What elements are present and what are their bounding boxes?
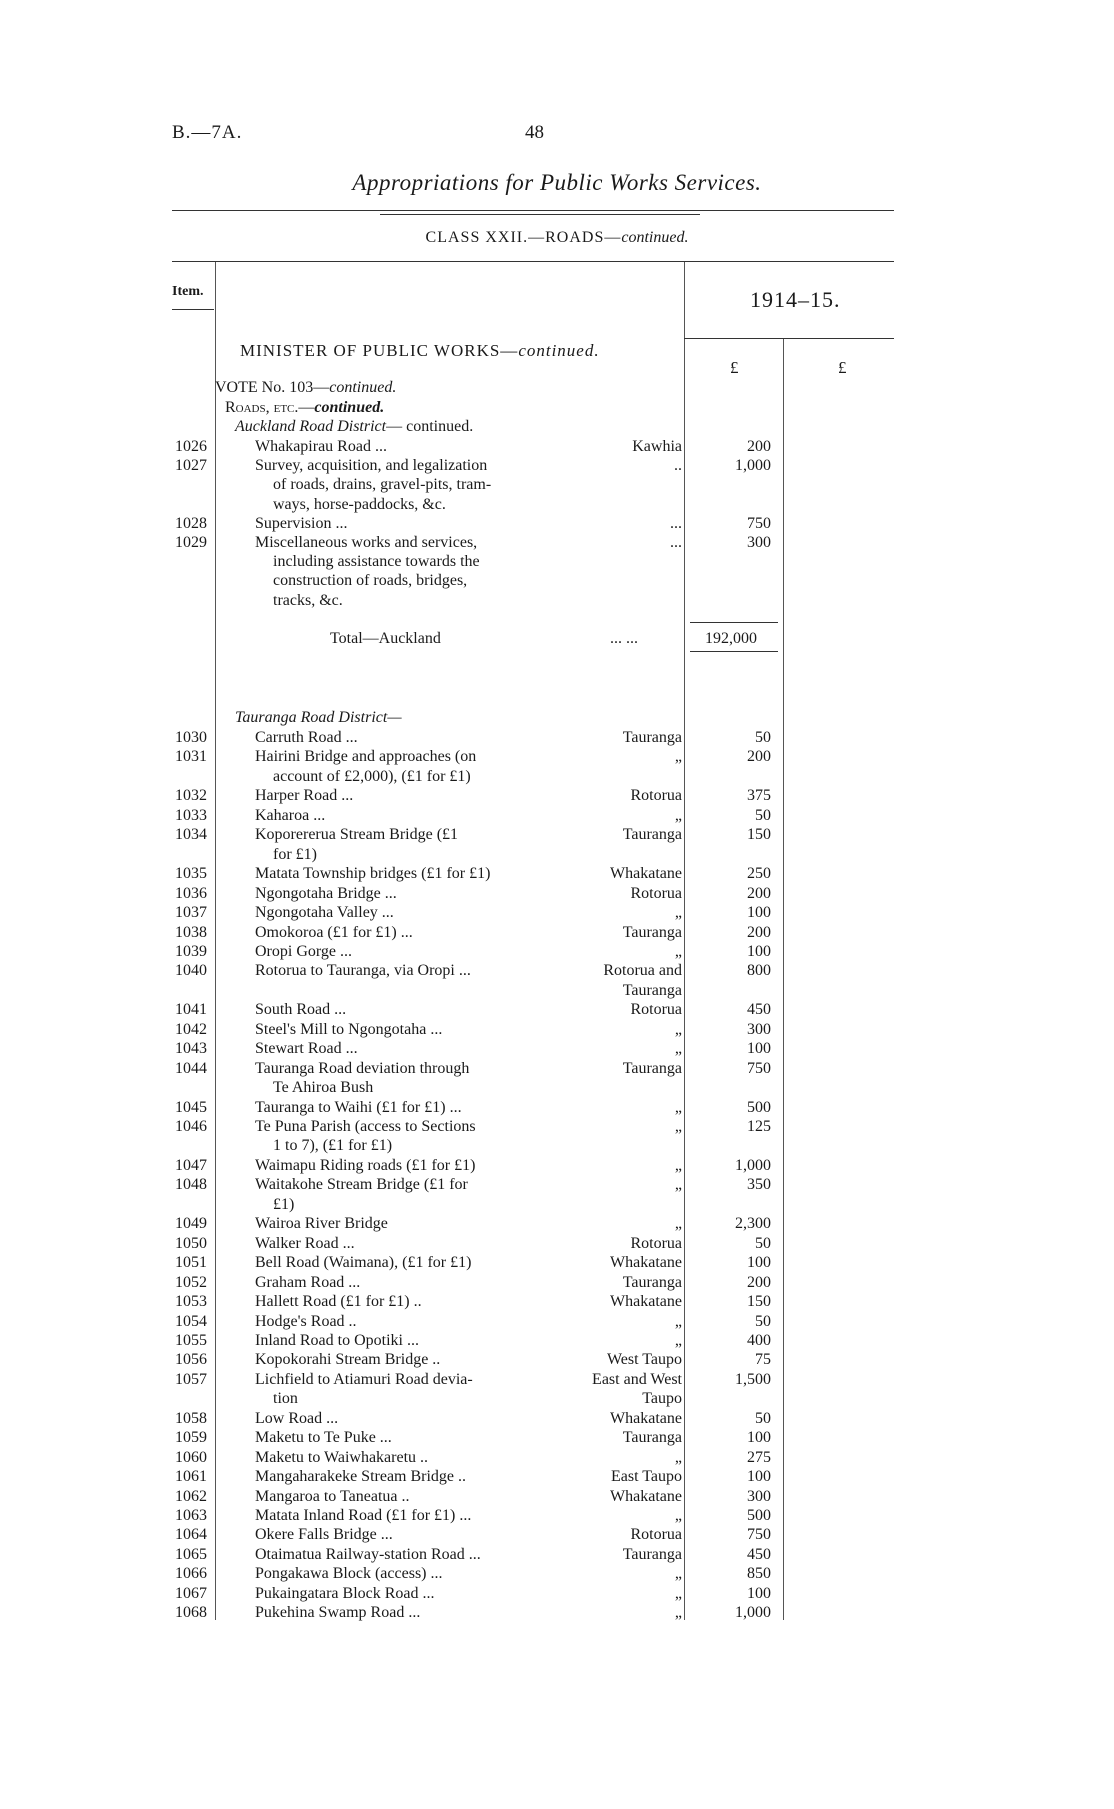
item-description: Okere Falls Bridge ... bbox=[255, 1526, 393, 1544]
item-amount: 275 bbox=[747, 1448, 771, 1466]
pound-header-2: £ bbox=[838, 358, 847, 377]
item-amount: 200 bbox=[747, 438, 771, 455]
table-row bbox=[0, 1351, 1114, 1370]
item-description: Hallett Road (£1 for £1) .. bbox=[255, 1293, 422, 1311]
item-number: 1068 bbox=[175, 1604, 207, 1622]
item-number: 1041 bbox=[175, 1001, 207, 1019]
item-number: 1061 bbox=[175, 1468, 207, 1486]
item-amount: 100 bbox=[747, 1429, 771, 1447]
item-description: tracks, &c. bbox=[273, 591, 343, 609]
item-place: „ bbox=[674, 1448, 682, 1466]
item-amount: 2,300 bbox=[735, 1215, 771, 1233]
item-number: 1045 bbox=[175, 1098, 207, 1116]
item-description: for £1) bbox=[273, 845, 317, 863]
table-row bbox=[0, 515, 1114, 534]
item-amount: 500 bbox=[747, 1098, 771, 1116]
item-number: 1042 bbox=[175, 1020, 207, 1038]
item-description: Kopokorahi Stream Bridge .. bbox=[255, 1351, 441, 1369]
item-number: 1035 bbox=[175, 865, 207, 883]
item-amount: 100 bbox=[747, 1468, 771, 1486]
table-row bbox=[0, 1099, 1114, 1118]
item-number: 1044 bbox=[175, 1059, 207, 1077]
item-place: Rotorua bbox=[630, 1001, 682, 1019]
table-row bbox=[0, 534, 1114, 609]
item-description: of roads, drains, gravel-pits, tram- bbox=[273, 476, 492, 494]
item-place: „ bbox=[674, 1020, 682, 1038]
item-place: Tauranga bbox=[622, 729, 682, 746]
item-description: Inland Road to Opotiki ... bbox=[255, 1331, 419, 1349]
item-column-header: Item. bbox=[172, 284, 204, 299]
item-place: Tauranga bbox=[622, 923, 682, 941]
table-row bbox=[0, 885, 1114, 904]
item-description: Waitakohe Stream Bridge (£1 for bbox=[255, 1176, 468, 1194]
table-row bbox=[0, 457, 1114, 513]
item-description: Ngongotaha Valley ... bbox=[255, 904, 394, 922]
item-description: Maketu to Waiwhakaretu .. bbox=[255, 1448, 429, 1466]
table-row bbox=[0, 787, 1114, 806]
item-place: Tauranga bbox=[622, 826, 682, 844]
item-number: 1053 bbox=[175, 1293, 207, 1311]
item-description: Walker Road ... bbox=[255, 1234, 355, 1252]
item-description: Stewart Road ... bbox=[255, 1040, 358, 1058]
item-place: Tauranga bbox=[622, 1059, 682, 1077]
item-number: 1050 bbox=[175, 1234, 207, 1252]
table-row bbox=[0, 1604, 1114, 1623]
item-number: 1060 bbox=[175, 1448, 207, 1466]
table-row bbox=[0, 748, 1114, 785]
item-number: 1043 bbox=[175, 1040, 207, 1058]
item-amount: 50 bbox=[755, 806, 771, 824]
item-amount: 350 bbox=[747, 1176, 771, 1194]
item-number: 1028 bbox=[175, 514, 207, 532]
item-number: 1029 bbox=[175, 534, 207, 551]
total-label: Total—Auckland bbox=[330, 630, 441, 647]
item-amount: 200 bbox=[747, 748, 771, 766]
year-rule bbox=[684, 338, 894, 339]
item-number: 1054 bbox=[175, 1312, 207, 1330]
item-amount: 500 bbox=[747, 1507, 771, 1524]
item-number: 1062 bbox=[175, 1487, 207, 1505]
item-place: Whakatane bbox=[610, 1293, 682, 1311]
table-row bbox=[0, 1313, 1114, 1332]
item-amount: 1,000 bbox=[735, 1156, 771, 1174]
item-place: East and West bbox=[592, 1370, 682, 1388]
year-header: 1914–15. bbox=[750, 287, 841, 312]
table-row bbox=[0, 1468, 1114, 1487]
item-place: Rotorua bbox=[630, 1526, 682, 1544]
table-row bbox=[0, 1118, 1114, 1155]
item-description: Bell Road (Waimana), (£1 for £1) bbox=[255, 1254, 472, 1272]
item-number: 1059 bbox=[175, 1429, 207, 1447]
item-amount: 300 bbox=[747, 1020, 771, 1038]
item-amount: 1,000 bbox=[735, 457, 771, 475]
item-number: 1046 bbox=[175, 1118, 207, 1135]
item-description: Oropi Gorge ... bbox=[255, 942, 353, 960]
table-row bbox=[0, 1157, 1114, 1176]
item-place: Rotorua and bbox=[603, 962, 682, 980]
title-rule-short bbox=[380, 214, 700, 215]
item-amount: 50 bbox=[755, 1409, 771, 1427]
item-description: Omokoroa (£1 for £1) ... bbox=[255, 923, 413, 941]
item-place: Whakatane bbox=[610, 1254, 682, 1272]
table-row bbox=[0, 1410, 1114, 1429]
item-number: 1031 bbox=[175, 748, 207, 766]
item-description: Survey, acquisition, and legalization bbox=[255, 457, 488, 475]
item-amount: 450 bbox=[747, 1001, 771, 1019]
item-amount: 300 bbox=[747, 1487, 771, 1505]
item-description: Kaharoa ... bbox=[255, 806, 326, 824]
item-number: 1033 bbox=[175, 806, 207, 824]
item-place: „ bbox=[674, 1312, 682, 1330]
document-reference: B.—7A. bbox=[172, 122, 243, 143]
item-description: Miscellaneous works and services, bbox=[255, 534, 478, 551]
item-number: 1065 bbox=[175, 1545, 207, 1563]
table-row bbox=[0, 1293, 1114, 1312]
item-place: ... bbox=[670, 534, 682, 551]
table-row bbox=[0, 826, 1114, 863]
table-row bbox=[0, 1488, 1114, 1507]
tauranga-district-heading: Tauranga Road District— bbox=[235, 709, 402, 726]
item-amount: 1,000 bbox=[735, 1604, 771, 1622]
item-place: Rotorua bbox=[630, 787, 682, 805]
item-place: West Taupo bbox=[606, 1351, 682, 1369]
table-row bbox=[0, 1546, 1114, 1565]
item-place: „ bbox=[674, 1118, 682, 1135]
item-description: account of £2,000), (£1 for £1) bbox=[273, 767, 471, 785]
item-description: Steel's Mill to Ngongotaha ... bbox=[255, 1020, 443, 1038]
item-place-continued: Tauranga bbox=[622, 981, 682, 999]
item-place-continued: Taupo bbox=[642, 1390, 682, 1408]
item-amount: 200 bbox=[747, 884, 771, 902]
item-amount: 50 bbox=[755, 729, 771, 746]
item-amount: 200 bbox=[747, 923, 771, 941]
item-amount: 100 bbox=[747, 904, 771, 922]
item-place: „ bbox=[674, 1215, 682, 1233]
item-number: 1057 bbox=[175, 1370, 207, 1388]
item-description: Waimapu Riding roads (£1 for £1) bbox=[255, 1156, 476, 1174]
table-row bbox=[0, 1040, 1114, 1059]
item-number: 1027 bbox=[175, 457, 207, 475]
total-rule-bottom bbox=[690, 651, 778, 652]
item-description: Pukehina Swamp Road ... bbox=[255, 1604, 421, 1622]
total-leader-dots: ... ... bbox=[610, 630, 638, 647]
item-number: 1055 bbox=[175, 1331, 207, 1349]
item-number: 1040 bbox=[175, 962, 207, 980]
item-description: Mangaroa to Taneatua .. bbox=[255, 1487, 410, 1505]
table-row bbox=[0, 438, 1114, 457]
item-number: 1063 bbox=[175, 1507, 207, 1524]
item-description: Graham Road ... bbox=[255, 1273, 361, 1291]
item-description: including assistance towards the bbox=[273, 553, 480, 571]
item-amount: 1,500 bbox=[735, 1370, 771, 1388]
item-amount: 150 bbox=[747, 1293, 771, 1311]
item-description: Te Ahiroa Bush bbox=[273, 1079, 374, 1097]
table-row bbox=[0, 1429, 1114, 1448]
item-place: Whakatane bbox=[610, 865, 682, 883]
item-number: 1039 bbox=[175, 942, 207, 960]
item-amount: 100 bbox=[747, 1584, 771, 1602]
table-row bbox=[0, 865, 1114, 884]
item-description: construction of roads, bridges, bbox=[273, 572, 468, 590]
item-amount: 450 bbox=[747, 1545, 771, 1563]
table-row bbox=[0, 1001, 1114, 1020]
item-place: Tauranga bbox=[622, 1429, 682, 1447]
page-number: 48 bbox=[525, 122, 544, 143]
item-description: Supervision ... bbox=[255, 514, 348, 532]
item-place: Tauranga bbox=[622, 1545, 682, 1563]
table-row bbox=[0, 807, 1114, 826]
item-place: ... bbox=[670, 514, 682, 532]
item-description: Koporererua Stream Bridge (£1 bbox=[255, 826, 459, 844]
table-row bbox=[0, 1059, 1114, 1097]
item-place: Rotorua bbox=[630, 884, 682, 902]
item-description: Ngongotaha Bridge ... bbox=[255, 884, 397, 902]
item-amount: 750 bbox=[747, 1526, 771, 1544]
item-amount: 100 bbox=[747, 1040, 771, 1058]
item-number: 1056 bbox=[175, 1351, 207, 1369]
item-description: 1 to 7), (£1 for £1) bbox=[273, 1137, 393, 1155]
total-amount: 192,000 bbox=[705, 630, 757, 647]
item-number: 1038 bbox=[175, 923, 207, 941]
title-rule bbox=[172, 210, 894, 211]
item-description: tion bbox=[273, 1390, 298, 1408]
table-row bbox=[0, 1274, 1114, 1293]
table-row bbox=[0, 1021, 1114, 1040]
item-place: „ bbox=[674, 1040, 682, 1058]
item-place: „ bbox=[674, 1098, 682, 1116]
item-place: „ bbox=[674, 806, 682, 824]
item-number: 1049 bbox=[175, 1215, 207, 1233]
item-amount: 375 bbox=[747, 787, 771, 805]
item-number: 1036 bbox=[175, 884, 207, 902]
item-place: „ bbox=[674, 1584, 682, 1602]
item-amount: 400 bbox=[747, 1331, 771, 1349]
item-amount: 800 bbox=[747, 962, 771, 980]
item-number: 1026 bbox=[175, 438, 207, 455]
table-row bbox=[0, 1332, 1114, 1351]
item-number: 1064 bbox=[175, 1526, 207, 1544]
item-description: Tauranga Road deviation through bbox=[255, 1059, 470, 1077]
item-amount: 50 bbox=[755, 1312, 771, 1330]
minister-heading: MINISTER OF PUBLIC WORKS—continued. bbox=[240, 341, 600, 360]
table-row bbox=[0, 1176, 1114, 1213]
item-place: „ bbox=[674, 1604, 682, 1622]
table-row bbox=[0, 1565, 1114, 1584]
table-top-rule bbox=[172, 261, 894, 262]
roads-heading: Roads, etc.—continued. bbox=[225, 399, 385, 416]
item-place: „ bbox=[674, 1176, 682, 1194]
item-amount: 50 bbox=[755, 1234, 771, 1252]
item-amount: 300 bbox=[747, 534, 771, 551]
item-place: „ bbox=[674, 1565, 682, 1583]
item-number: 1048 bbox=[175, 1176, 207, 1194]
auckland-district-heading: Auckland Road District— continued. bbox=[235, 418, 474, 435]
item-place: „ bbox=[674, 1331, 682, 1349]
table-row bbox=[0, 1254, 1114, 1273]
item-number: 1052 bbox=[175, 1273, 207, 1291]
item-number: 1030 bbox=[175, 729, 207, 746]
total-rule bbox=[690, 622, 778, 623]
item-amount: 100 bbox=[747, 1254, 771, 1272]
item-amount: 150 bbox=[747, 826, 771, 844]
item-place: East Taupo bbox=[610, 1468, 682, 1486]
item-place: Kawhia bbox=[632, 438, 682, 455]
item-place: Whakatane bbox=[610, 1487, 682, 1505]
table-row bbox=[0, 1507, 1114, 1526]
item-amount: 200 bbox=[747, 1273, 771, 1291]
item-description: Matata Township bridges (£1 for £1) bbox=[255, 865, 491, 883]
table-row bbox=[0, 1370, 1114, 1408]
item-number: 1067 bbox=[175, 1584, 207, 1602]
item-description: Low Road ... bbox=[255, 1409, 339, 1427]
pound-header-1: £ bbox=[730, 358, 739, 377]
item-amount: 100 bbox=[747, 942, 771, 960]
item-description: Te Puna Parish (access to Sections bbox=[255, 1118, 476, 1135]
item-header-rule bbox=[172, 309, 214, 310]
item-place: .. bbox=[674, 457, 682, 475]
item-description: Pongakawa Block (access) ... bbox=[255, 1565, 443, 1583]
item-place: „ bbox=[674, 942, 682, 960]
item-description: Otaimatua Railway-station Road ... bbox=[255, 1545, 481, 1563]
vote-heading: VOTE No. 103—continued. bbox=[215, 379, 397, 396]
item-number: 1037 bbox=[175, 904, 207, 922]
item-amount: 850 bbox=[747, 1565, 771, 1583]
item-amount: 75 bbox=[755, 1351, 771, 1369]
table-row bbox=[0, 943, 1114, 962]
item-place: Rotorua bbox=[630, 1234, 682, 1252]
class-title: CLASS XXII.—ROADS—continued. bbox=[425, 229, 689, 246]
item-description: Hodge's Road .. bbox=[255, 1312, 357, 1330]
item-number: 1047 bbox=[175, 1156, 207, 1174]
table-row bbox=[0, 1235, 1114, 1254]
item-number: 1034 bbox=[175, 826, 207, 844]
item-description: Lichfield to Atiamuri Road devia- bbox=[255, 1370, 473, 1388]
item-amount: 750 bbox=[747, 514, 771, 532]
item-place: „ bbox=[674, 1507, 682, 1524]
item-description: Maketu to Te Puke ... bbox=[255, 1429, 392, 1447]
item-place: Whakatane bbox=[610, 1409, 682, 1427]
item-place: „ bbox=[674, 1156, 682, 1174]
item-number: 1066 bbox=[175, 1565, 207, 1583]
item-description: Hairini Bridge and approaches (on bbox=[255, 748, 477, 766]
item-description: ways, horse-paddocks, &c. bbox=[273, 495, 446, 513]
item-number: 1058 bbox=[175, 1409, 207, 1427]
item-description: Whakapirau Road ... bbox=[255, 438, 387, 455]
item-description: Wairoa River Bridge bbox=[255, 1215, 388, 1233]
table-row bbox=[0, 962, 1114, 999]
item-amount: 125 bbox=[747, 1118, 771, 1135]
item-amount: 750 bbox=[747, 1059, 771, 1077]
item-description: Harper Road ... bbox=[255, 787, 354, 805]
item-place: „ bbox=[674, 904, 682, 922]
table-row bbox=[0, 1585, 1114, 1604]
table-row bbox=[0, 1215, 1114, 1234]
page-title: Appropriations for Public Works Services. bbox=[352, 170, 762, 195]
item-description: Carruth Road ... bbox=[255, 729, 358, 746]
item-description: Mangaharakeke Stream Bridge .. bbox=[255, 1468, 467, 1486]
item-description: Pukaingatara Block Road ... bbox=[255, 1584, 435, 1602]
item-number: 1032 bbox=[175, 787, 207, 805]
item-place: „ bbox=[674, 748, 682, 766]
item-description: South Road ... bbox=[255, 1001, 347, 1019]
item-description: Rotorua to Tauranga, via Oropi ... bbox=[255, 962, 471, 980]
item-number: 1051 bbox=[175, 1254, 207, 1272]
table-row bbox=[0, 904, 1114, 923]
table-row bbox=[0, 729, 1114, 748]
item-place: Tauranga bbox=[622, 1273, 682, 1291]
item-description: Tauranga to Waihi (£1 for £1) ... bbox=[255, 1098, 462, 1116]
item-description: Matata Inland Road (£1 for £1) ... bbox=[255, 1507, 472, 1524]
item-amount: 250 bbox=[747, 865, 771, 883]
table-row bbox=[0, 1449, 1114, 1468]
table-row bbox=[0, 1526, 1114, 1545]
table-row bbox=[0, 924, 1114, 943]
item-description: £1) bbox=[273, 1195, 295, 1213]
